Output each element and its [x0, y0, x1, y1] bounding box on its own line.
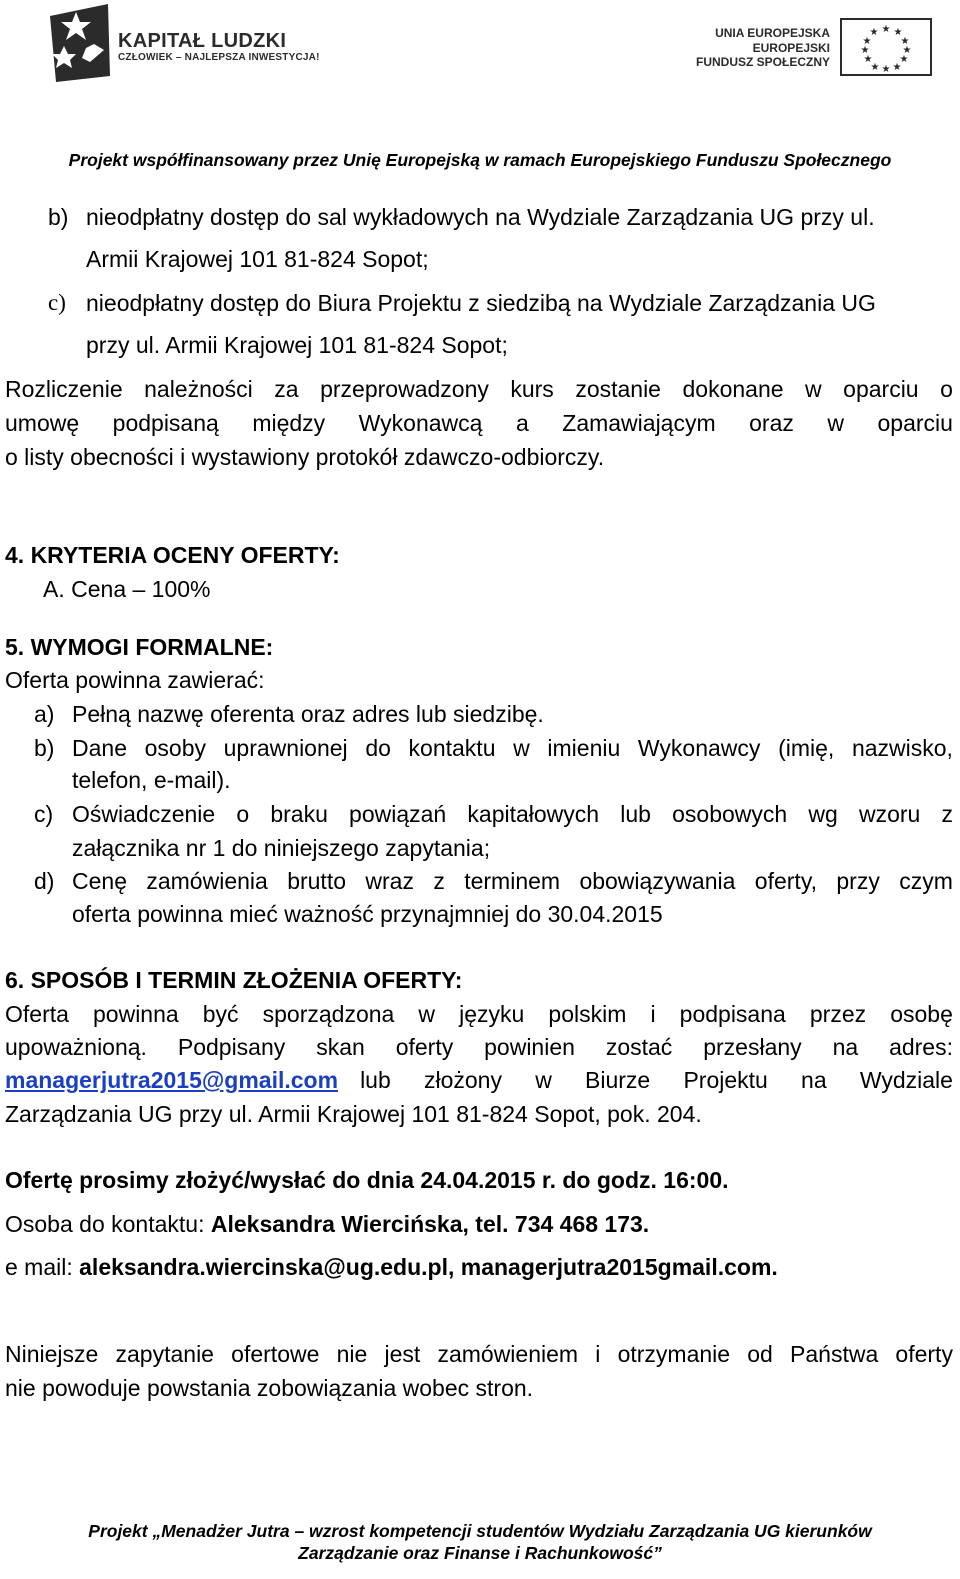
closing-line1	[5, 1340, 953, 1368]
word: uprawnionej	[223, 735, 348, 761]
word: z	[941, 801, 953, 827]
svg-text:★: ★	[881, 64, 891, 75]
word: kurs	[510, 376, 554, 402]
word: czym	[899, 868, 953, 894]
item-b-line1: nieodpłatny dostęp do sal wykładowych na Wydziale Zarządzania UG przy ul.	[86, 204, 875, 230]
word: oraz	[749, 410, 794, 436]
word: dokonane	[682, 376, 784, 402]
svg-text:★: ★	[870, 62, 880, 73]
word: w	[513, 735, 530, 761]
word: w	[805, 376, 822, 402]
req-d-line2: oferta powinna mieć ważność przynajmniej do 30.04.2015	[72, 901, 663, 927]
item-c-line1: nieodpłatny dostęp do Biura Projektu z siedzibą na Wydziale Zarządzania UG	[86, 290, 876, 316]
word: za	[274, 376, 299, 402]
kapital-ludzki-slogan: CZŁOWIEK – NAJLEPSZA INWESTYCJA!	[118, 52, 320, 63]
word: oparciu	[877, 410, 953, 436]
word: oferty,	[754, 868, 818, 894]
item-b-marker: b)	[48, 204, 69, 230]
word: zostanie	[575, 376, 661, 402]
svg-text:★: ★	[892, 62, 902, 73]
word: przy	[836, 868, 880, 894]
svg-text:★: ★	[881, 24, 891, 35]
word: obowiązywania	[579, 868, 736, 894]
svg-text:★: ★	[869, 27, 879, 38]
word: Wykonawcą	[358, 410, 483, 436]
req-c-line2: załącznika nr 1 do niniejszego zapytania;	[72, 835, 491, 861]
word: przesłany	[703, 1034, 802, 1060]
word: Wykonawcy	[637, 735, 761, 761]
section6-line3-rest	[360, 1066, 953, 1094]
word: zamówienia	[146, 868, 268, 894]
word: przeprowadzony	[320, 376, 489, 402]
word: nazwisko,	[851, 735, 953, 761]
word: w	[535, 1067, 552, 1093]
section6-line4: Zarządzania UG przy ul. Armii Krajowej 101 81-824 Sopot, pok. 204.	[5, 1101, 702, 1127]
word: kapitałowych	[467, 801, 600, 827]
svg-text:★: ★	[863, 54, 873, 65]
word: języku	[459, 1001, 525, 1027]
section4-item: A. Cena – 100%	[43, 576, 211, 602]
word: osobowych	[672, 801, 788, 827]
req-d-marker: d)	[34, 868, 55, 894]
word: na	[801, 1067, 827, 1093]
svg-text:★: ★	[900, 36, 910, 47]
section6-line1	[5, 1000, 953, 1028]
word: (imię,	[778, 735, 835, 761]
word: upoważnioną.	[5, 1034, 147, 1060]
svg-text:★: ★	[902, 45, 912, 56]
svg-text:★: ★	[862, 36, 872, 47]
req-c-marker: c)	[34, 801, 54, 827]
word: oparciu	[843, 376, 919, 402]
word: i	[595, 1341, 601, 1367]
cofinancing-note: Projekt współfinansowany przez Unię Europejską w ramach Europejskiego Funduszu Społecznego	[68, 150, 892, 170]
req-a-text: Pełną nazwę oferenta oraz adres lub siedzibę.	[72, 701, 544, 727]
word: powinien	[484, 1034, 575, 1060]
word: Niniejsze	[5, 1341, 99, 1367]
item-c-line2: przy ul. Armii Krajowej 101 81-824 Sopot;	[86, 332, 508, 358]
word: w	[827, 410, 845, 436]
contact-value: Aleksandra Wiercińska, tel. 734 468 173.	[210, 1211, 650, 1237]
word: do	[365, 735, 391, 761]
word: złożony	[423, 1067, 502, 1093]
word: Państwa	[790, 1341, 879, 1367]
word: Cenę	[72, 868, 127, 894]
word: Biurze	[585, 1067, 651, 1093]
footer-line1: Projekt „Menadżer Jutra – wzrost kompetencji studentów Wydziału Zarządzania UG kierunków	[88, 1521, 872, 1541]
email-label: e mail:	[5, 1254, 80, 1280]
contact-label: Osoba do kontaktu:	[5, 1211, 211, 1237]
word: oferty	[395, 1034, 454, 1060]
word: oferty	[895, 1341, 953, 1367]
section4-heading: 4. KRYTERIA OCENY OFERTY:	[5, 542, 340, 568]
item-b-line2: Armii Krajowej 101 81-824 Sopot;	[86, 246, 429, 272]
settlement-line2	[5, 409, 953, 437]
svg-text:★: ★	[899, 54, 909, 65]
word: między	[252, 410, 326, 436]
word: Rozliczenie	[5, 376, 123, 402]
req-d-line1	[72, 867, 953, 895]
settlement-line3: o listy obecności i wystawiony protokół zdawczo-odbiorczy.	[5, 444, 605, 470]
svg-text:★: ★	[893, 27, 903, 38]
ue-label-line2: EUROPEJSKI	[752, 41, 830, 55]
word: Projektu	[683, 1067, 768, 1093]
req-b-line1	[72, 734, 953, 762]
word: o	[940, 376, 953, 402]
section6-line2	[5, 1033, 953, 1061]
word: Oświadczenie	[72, 801, 216, 827]
word: i	[650, 1001, 656, 1027]
word: powinna	[93, 1001, 179, 1027]
word: podpisaną	[112, 410, 219, 436]
word: kontaktu	[408, 735, 496, 761]
req-b-marker: b)	[34, 735, 55, 761]
word: wraz	[365, 868, 414, 894]
word: adres:	[889, 1034, 953, 1060]
settlement-line1	[5, 375, 953, 403]
word: Podpisany	[177, 1034, 286, 1060]
word: terminem	[464, 868, 561, 894]
word: zostać	[605, 1034, 673, 1060]
email-value: aleksandra.wiercinska@ug.edu.pl, managerjutra2015gmail.com.	[79, 1254, 778, 1280]
svg-text:★: ★	[860, 45, 870, 56]
ue-label-line1: UNIA EUROPEJSKA	[715, 26, 830, 40]
footer-line2: Zarządzanie oraz Finanse i Rachunkowość”	[298, 1543, 662, 1563]
word: zamówieniem	[437, 1341, 579, 1367]
word: skan	[316, 1034, 365, 1060]
word: osoby	[144, 735, 206, 761]
deadline-note: Ofertę prosimy złożyć/wysłać do dnia 24.04.2015 r. do godz. 16:00.	[5, 1167, 729, 1193]
ue-label-line3: FUNDUSZ SPOŁECZNY	[695, 55, 830, 69]
word: powiązań	[349, 801, 447, 827]
kapital-ludzki-title: KAPITAŁ LUDZKI	[118, 30, 287, 52]
word: Wydziale	[859, 1067, 953, 1093]
word: jest	[384, 1341, 421, 1367]
word: braku	[270, 801, 328, 827]
word: imieniu	[547, 735, 621, 761]
word: ofertowe	[231, 1341, 320, 1367]
email-link[interactable]: managerjutra2015@gmail.com	[5, 1067, 339, 1093]
item-c-marker: c)	[48, 290, 66, 315]
word: Zamawiającym	[562, 410, 716, 436]
word: otrzymanie	[617, 1341, 731, 1367]
req-a-marker: a)	[34, 701, 55, 727]
section6-line3	[5, 1066, 953, 1094]
word: lub	[620, 801, 651, 827]
word: umowę	[5, 410, 80, 436]
req-c-line1	[72, 800, 953, 828]
word: być	[202, 1001, 239, 1027]
word: zapytanie	[115, 1341, 214, 1367]
word: przez	[809, 1001, 867, 1027]
word: sporządzona	[262, 1001, 395, 1027]
word: nie	[336, 1341, 368, 1367]
word: z	[433, 868, 445, 894]
email-line	[5, 1253, 778, 1281]
section5-heading: 5. WYMOGI FORMALNE:	[5, 634, 274, 660]
closing-line2: nie powoduje powstania zobowiązania wobec stron.	[5, 1375, 534, 1401]
word: osobę	[890, 1001, 953, 1027]
eu-flag-icon	[840, 18, 932, 76]
word: o	[236, 801, 250, 827]
word: podpisana	[679, 1001, 786, 1027]
word: na	[832, 1034, 859, 1060]
section6-heading: 6. SPOSÓB I TERMIN ZŁOŻENIA OFERTY:	[5, 967, 463, 993]
word: brutto	[287, 868, 347, 894]
word: lub	[360, 1067, 391, 1093]
word: w	[418, 1001, 436, 1027]
word: polskim	[548, 1001, 627, 1027]
word: wzoru	[858, 801, 921, 827]
word: Oferta	[5, 1001, 69, 1027]
section5-intro: Oferta powinna zawierać:	[5, 667, 265, 693]
word: Dane	[72, 735, 127, 761]
header	[0, 0, 960, 180]
word: od	[747, 1341, 773, 1367]
word: a	[515, 410, 529, 436]
req-b-line2: telefon, e-mail).	[72, 767, 231, 793]
word: wg	[808, 801, 838, 827]
word: należności	[144, 376, 253, 402]
contact-line	[5, 1210, 649, 1238]
